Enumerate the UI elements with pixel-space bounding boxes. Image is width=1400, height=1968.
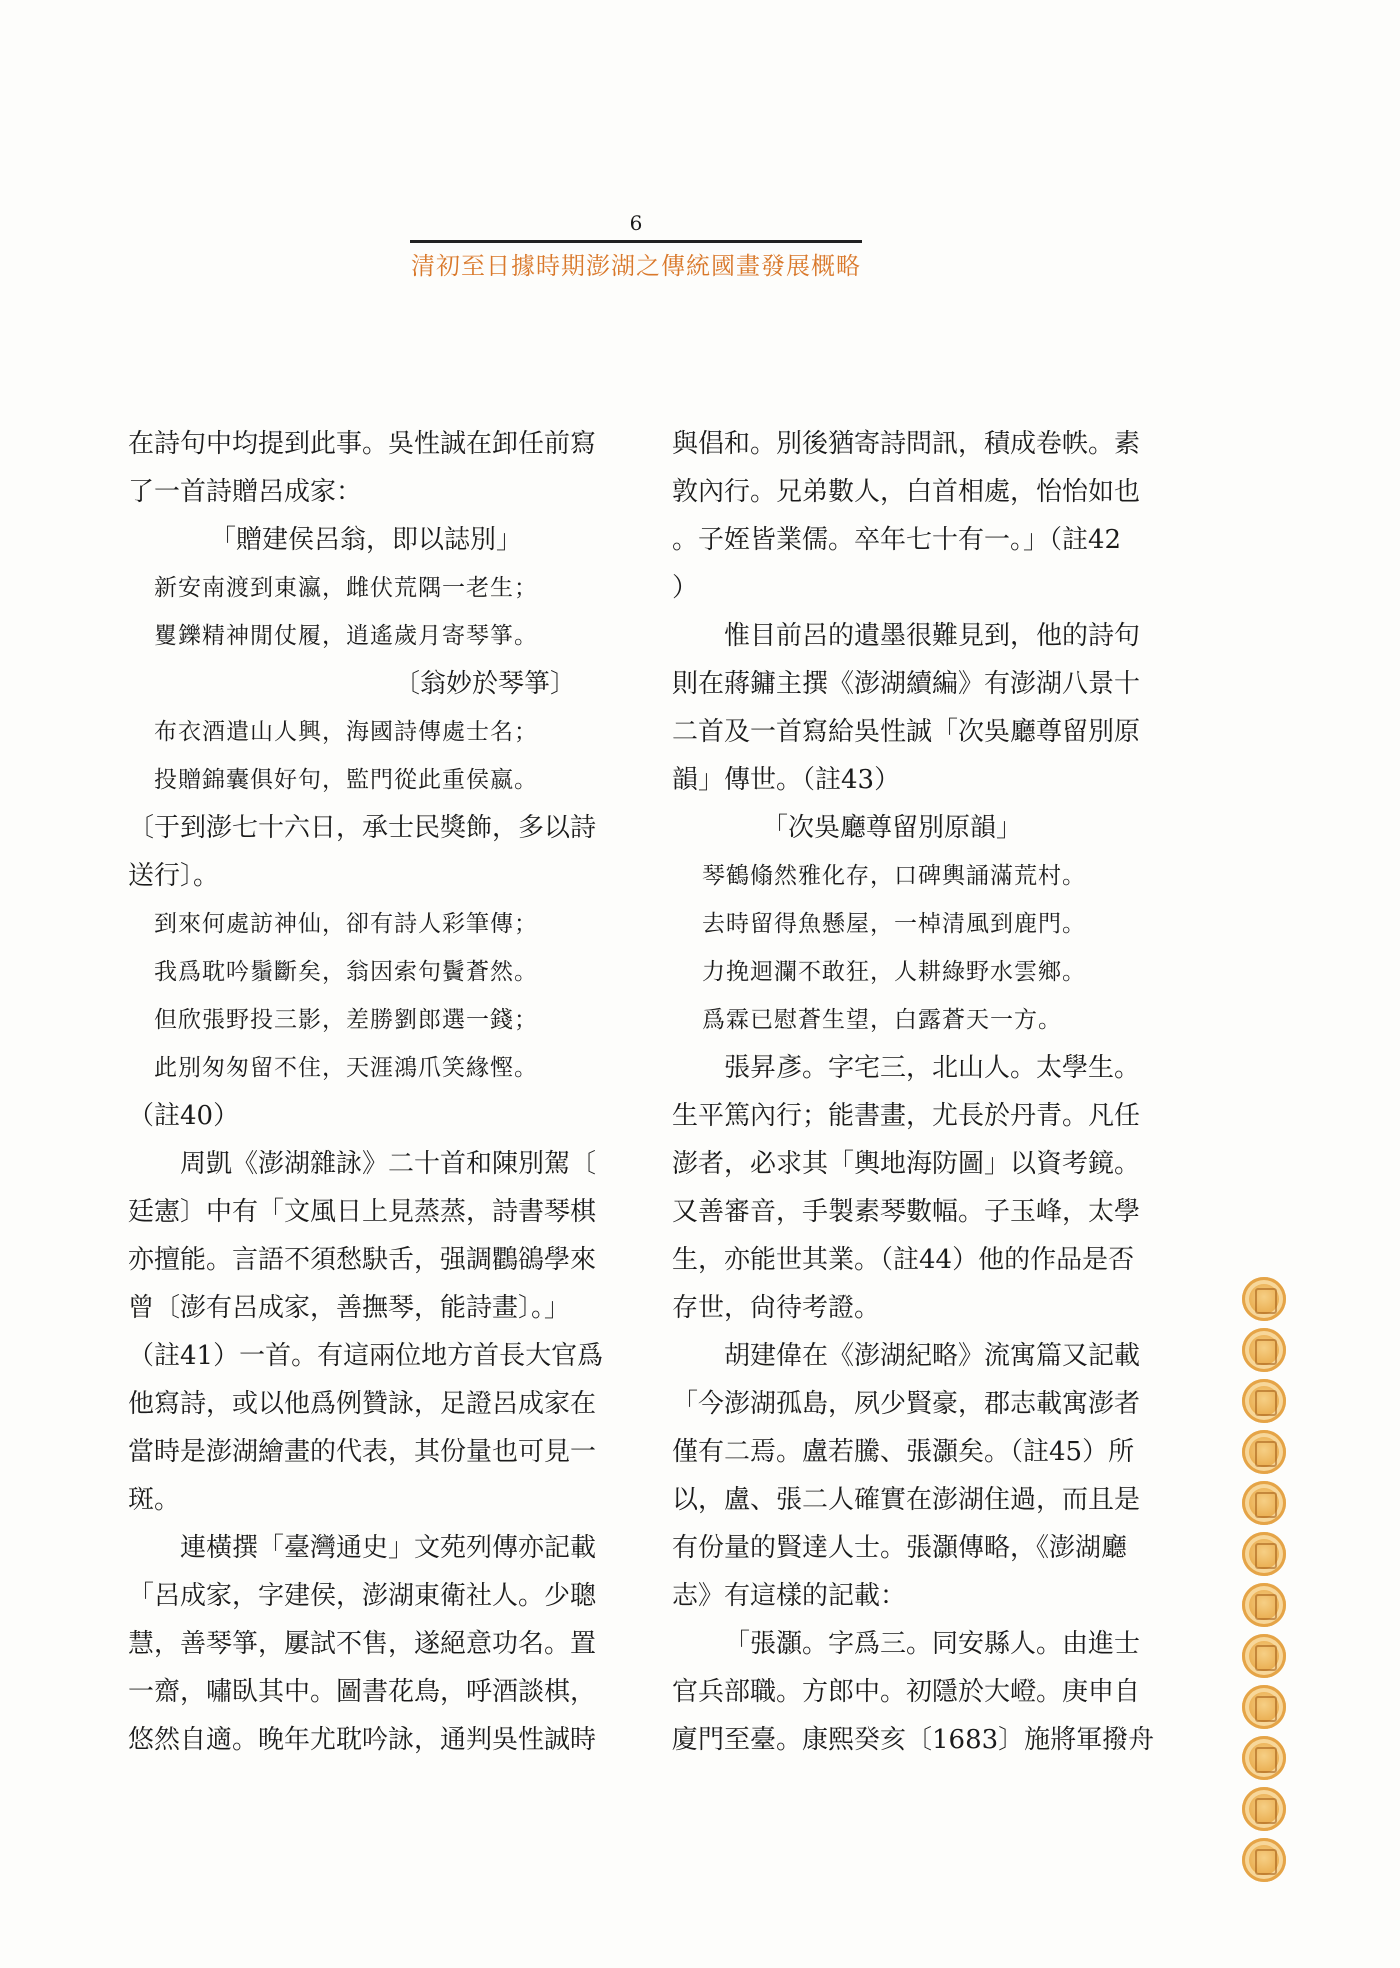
text-line: 僅有二焉。盧若騰、張灝矣。（註45）所 bbox=[672, 1437, 1135, 1467]
text-line: 廈門至臺。康熙癸亥〔1683〕施將軍撥舟 bbox=[672, 1725, 1155, 1755]
poem-title: 「贈建侯呂翁，即以誌別」 bbox=[210, 525, 523, 555]
text-line: 又善審音，手製素琴數幅。子玉峰，太學 bbox=[672, 1197, 1141, 1227]
text-line: 二首及一首寫給吳性誠「次吳廳尊留別原 bbox=[672, 717, 1141, 747]
text-line: 慧，善琴箏，屢試不售，遂絕意功名。置 bbox=[128, 1629, 597, 1659]
text-line: 以，盧、張二人確實在澎湖住過，而且是 bbox=[672, 1485, 1141, 1515]
text-line: 送行〕。 bbox=[128, 861, 220, 891]
text-line: 則在蔣鏞主撰《澎湖續編》有澎湖八景十 bbox=[672, 669, 1141, 699]
seal-icon bbox=[1242, 1379, 1286, 1423]
text-line: 生，亦能世其業。（註44）他的作品是否 bbox=[672, 1245, 1135, 1275]
poem-line: 布衣酒遣山人興，海國詩傳處士名； bbox=[154, 719, 538, 745]
seal-icon bbox=[1242, 1481, 1286, 1525]
poem-line: 我爲耽吟鬚斷矣，翁因索句鬢蒼然。 bbox=[154, 959, 538, 985]
seal-icon bbox=[1242, 1532, 1286, 1576]
text-line: 悠然自適。晚年尤耽吟詠，通判吳性誠時 bbox=[128, 1725, 597, 1755]
seal-icon bbox=[1242, 1430, 1286, 1474]
text-line: 廷憲〕中有「文風日上見蒸蒸，詩書琴棋 bbox=[128, 1197, 597, 1227]
text-line: 澎者，必求其「輿地海防圖」以資考鏡。 bbox=[672, 1149, 1141, 1179]
text-line: 敦內行。兄弟數人，白首相處，怡怡如也 bbox=[672, 477, 1141, 507]
footnote-ref: （註40） bbox=[128, 1101, 240, 1131]
paragraph-start: 「張灝。字爲三。同安縣人。由進士 bbox=[724, 1629, 1141, 1659]
poem-line: 矍鑠精神閒仗履，逍遙歲月寄琴箏。 bbox=[154, 623, 538, 649]
poem-title: 「次吳廳尊留別原韻」 bbox=[762, 813, 1023, 843]
paragraph-start: 張昇彥。字宅三，北山人。太學生。 bbox=[724, 1053, 1141, 1083]
seal-icon bbox=[1242, 1583, 1286, 1627]
poem-line: 力挽迴瀾不敢狂，人耕綠野水雲鄉。 bbox=[702, 959, 1086, 985]
text-line: 生平篤內行；能書畫，尤長於丹青。凡任 bbox=[672, 1101, 1141, 1131]
paragraph-start: 周凱《澎湖雜詠》二十首和陳別駕〔 bbox=[180, 1149, 597, 1179]
poem-line: 此別匆匆留不住，天涯鴻爪笑緣慳。 bbox=[154, 1055, 538, 1081]
page-header bbox=[410, 210, 862, 281]
text-line: 一齋，嘯臥其中。圖書花鳥，呼酒談棋， bbox=[128, 1677, 597, 1707]
paragraph-start: 胡建偉在《澎湖紀略》流寓篇又記載 bbox=[724, 1341, 1141, 1371]
poem-line: 琴鶴翛然雅化存，口碑輿誦滿荒村。 bbox=[702, 863, 1086, 889]
text-line: 存世，尙待考證。 bbox=[672, 1293, 881, 1323]
text-line: 他寫詩，或以他爲例贊詠，足證呂成家在 bbox=[128, 1389, 597, 1419]
poem-line: 但欣張野投三影，差勝劉郎選一錢； bbox=[154, 1007, 538, 1033]
seal-icon bbox=[1242, 1685, 1286, 1729]
seal-icon bbox=[1242, 1277, 1286, 1321]
text-line: 。子姪皆業儒。卒年七十有一。」（註42 bbox=[672, 525, 1122, 555]
text-line: 「呂成家，字建侯，澎湖東衛社人。少聰 bbox=[128, 1581, 597, 1611]
seal-icon bbox=[1242, 1838, 1286, 1882]
page-number: 6 bbox=[629, 211, 643, 235]
seal-icon bbox=[1242, 1787, 1286, 1831]
text-line: 「今澎湖孤島，夙少賢豪，郡志載寓澎者 bbox=[672, 1389, 1141, 1419]
text-line: 官兵部職。方郎中。初隱於大嶝。庚申自 bbox=[672, 1677, 1141, 1707]
poem-annotation: 〔翁妙於琴箏〕 bbox=[393, 669, 576, 699]
text-line: 韻」傳世。（註43） bbox=[672, 765, 901, 795]
poem-line: 去時留得魚懸屋，一棹清風到鹿門。 bbox=[702, 911, 1086, 937]
text-line: 當時是澎湖繪畫的代表，其份量也可見一 bbox=[128, 1437, 597, 1467]
text-line: 志》有這樣的記載： bbox=[672, 1581, 907, 1611]
left-text-column bbox=[128, 420, 604, 1764]
header-rule bbox=[410, 240, 862, 243]
text-line: 與倡和。別後猶寄詩問訊，積成卷帙。素 bbox=[672, 429, 1141, 459]
seal-icon bbox=[1242, 1328, 1286, 1372]
poem-line: 投贈錦囊俱好句，監門從此重侯嬴。 bbox=[154, 767, 538, 793]
poem-line: 爲霖已慰蒼生望，白露蒼天一方。 bbox=[702, 1007, 1062, 1033]
paragraph-start: 惟目前呂的遺墨很難見到，他的詩句 bbox=[724, 621, 1141, 651]
seal-icon bbox=[1242, 1634, 1286, 1678]
poem-line: 到來何處訪神仙，卻有詩人彩筆傳； bbox=[154, 911, 538, 937]
text-line: 曾〔澎有呂成家，善撫琴，能詩畫〕。」 bbox=[128, 1293, 571, 1323]
text-line: 亦擅能。言語不須愁駃舌，强調鸜鵒學來 bbox=[128, 1245, 597, 1275]
text-line: ） bbox=[672, 573, 699, 603]
right-text-column bbox=[672, 420, 1155, 1764]
text-line: 在詩句中均提到此事。吳性誠在卸任前寫 bbox=[128, 429, 597, 459]
decorative-seal-column bbox=[1242, 1277, 1292, 1889]
poem-line: 新安南渡到東瀛，雌伏荒隅一老生； bbox=[154, 575, 538, 601]
text-line: 有份量的賢達人士。張灝傳略，《澎湖廳 bbox=[672, 1533, 1128, 1563]
paragraph-start: 連橫撰「臺灣通史」文苑列傳亦記載 bbox=[180, 1533, 597, 1563]
text-line: （註41）一首。有這兩位地方首長大官爲 bbox=[128, 1341, 604, 1371]
text-line: 斑。 bbox=[128, 1485, 181, 1515]
seal-icon bbox=[1242, 1736, 1286, 1780]
text-line: 了一首詩贈呂成家： bbox=[128, 477, 363, 507]
running-title: 清初至日據時期澎湖之傳統國畫發展概略 bbox=[411, 252, 861, 280]
text-line: 〔于到澎七十六日，承士民獎飾，多以詩 bbox=[128, 813, 597, 843]
